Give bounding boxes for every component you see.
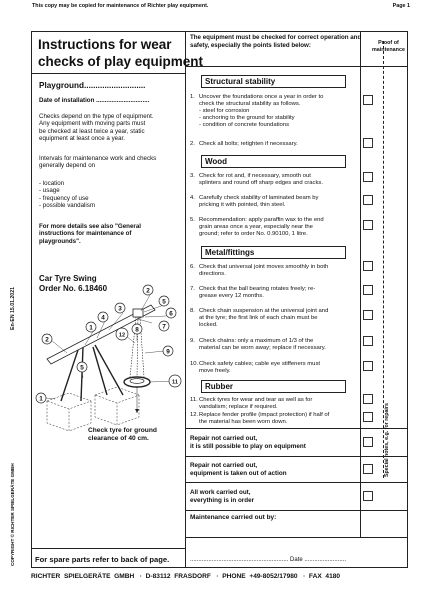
check-item-11: 11. Check tyres for wear and tear as well as for vandalism; replace if required. (190, 397, 313, 411)
installation-date-field: Date of installation ............................... (39, 97, 150, 104)
repair-rule-3 (185, 482, 408, 483)
proof-checkbox-4[interactable] (363, 195, 373, 205)
callout-7: 7 (162, 323, 166, 331)
proof-of-maintenance-label: Proof of maintenance (372, 40, 405, 53)
check-item-5: 5. Recommendation: apply paraffin wax to the end grain areas once a year, especially near the ground; refer to order No. 0.90100, 1 litre. (190, 217, 324, 238)
page-number: Page 1 (392, 3, 410, 9)
interval-text: Intervals for maintenance work and checks generally depend on (39, 155, 157, 170)
callout-1: 1 (39, 395, 43, 403)
maintenance-by-label: Maintenance carried out by: (190, 514, 277, 521)
callout-2: 2 (146, 287, 150, 295)
section-structural-stability: Structural stability (201, 75, 346, 88)
product-title: Car Tyre Swing Order No. 6.18460 (39, 274, 108, 293)
check-item-10: 10. Check safety cables; cable eye stiffeners must move freely. (190, 361, 321, 375)
callout-9: 9 (166, 348, 170, 356)
proof-checkbox-10[interactable] (363, 361, 373, 371)
proof-checkbox-1[interactable] (363, 95, 373, 105)
callout-5-lower: 5 (80, 364, 84, 372)
proof-checkbox-5[interactable] (363, 220, 373, 230)
section-wood: Wood (201, 155, 346, 168)
check-item-7: 7. Check that the ball bearing rotates freely; re- grease every 12 months. (190, 286, 316, 300)
callout-2-left: 2 (45, 336, 49, 344)
repair-rule-1 (185, 428, 408, 429)
signature-date-line[interactable]: ........................................................... Date ......................... (190, 557, 347, 563)
callout-12: 12 (118, 332, 126, 339)
copyright-notice: COPYRIGHT © RICHTER SPIELGERÄTE GMBH (10, 463, 15, 566)
repair-checkbox-all-done[interactable] (363, 491, 373, 501)
proof-divider (360, 31, 361, 537)
proof-checkbox-9[interactable] (363, 336, 373, 346)
copy-notice: This copy may be copied for maintenance of Richter play equipment. (32, 3, 209, 9)
callout-3: 3 (118, 305, 122, 313)
section-rubber: Rubber (201, 380, 346, 393)
spare-parts-note: For spare parts refer to back of page. (35, 555, 170, 564)
check-item-8: 8. Check chain suspension at the universal joint and at the tyre; the first link of each chain must be locked. (190, 308, 329, 329)
check-item-4: 4. Carefully check stability of laminated beam by pricking it with pointed, thin steel. (190, 195, 319, 209)
page-title: Instructions for wear checks of play equipment (38, 37, 204, 69)
proof-checkbox-11[interactable] (363, 394, 373, 404)
callout-1-top: 1 (89, 324, 93, 332)
repair-checkbox-out-of-action[interactable] (363, 464, 373, 474)
playground-field: Playground........................... (39, 81, 146, 90)
check-item-9: 9. Check chains: only a maximum of 1/3 of the material can be worn away; replace if necessary. (190, 338, 326, 352)
section-metal-fittings: Metal/fittings (201, 246, 346, 259)
check-item-1: 1. Uncover the foundations once a year in order to check the structural stability as follows. - steel for corrosion - anchoring to the ground for stability - condition of concrete foundations (190, 94, 324, 129)
tyre-clearance-note: Check tyre for ground clearance of 40 cm. (88, 427, 157, 443)
check-item-3: 3. Check for rot and, if necessary, smooth out splinters and round off sharp edges and cracks. (190, 173, 323, 187)
proof-checkbox-12[interactable] (363, 412, 373, 422)
callout-11: 11 (172, 379, 178, 386)
repair-option-out-of-action: Repair not carried out, equipment is taken out of action (190, 462, 287, 477)
document-code: En-EN 15.01.2021 (10, 287, 16, 330)
proof-checkbox-7[interactable] (363, 285, 373, 295)
swing-diagram (33, 283, 183, 433)
repair-option-all-done: All work carried out, everything is in order (190, 489, 255, 504)
header-rule (185, 66, 408, 67)
interval-factors-list: - location - usage - frequency of use - possible vandalism (39, 180, 96, 210)
callout-6: 6 (169, 310, 173, 318)
callout-4: 4 (101, 314, 105, 322)
repair-rule-4 (185, 510, 408, 511)
repair-option-play-possible: Repair not carried out, it is still possible to play on equipment (190, 435, 306, 450)
company-footer: RICHTER SPIELGERÄTE GMBH · D-83112 FRASDORF · PHONE +49-8052/17980 · FAX 4180 (31, 573, 341, 580)
maintenance-rule (185, 537, 408, 538)
proof-checkbox-3[interactable] (363, 172, 373, 182)
proof-checkbox-8[interactable] (363, 310, 373, 320)
proof-checkbox-2[interactable] (363, 138, 373, 148)
column-divider (185, 31, 186, 568)
callout-8: 8 (135, 326, 139, 334)
check-item-12: 12. Replace fender profile (impact protection) if half of the material has been worn down. (190, 412, 330, 426)
repair-rule-2 (185, 456, 408, 457)
callout-5: 5 (162, 298, 166, 306)
title-rule (31, 73, 185, 74)
check-item-2: 2. Check all bolts; retighten if necessary. (190, 141, 298, 147)
proof-checkbox-6[interactable] (363, 261, 373, 271)
repair-checkbox-play-possible[interactable] (363, 437, 373, 447)
check-instructions-header: The equipment must be checked for correct operation and safety, especially the points listed below: (190, 34, 362, 49)
details-reference: For more details see also "General instructions for maintenance of playgrounds". (39, 223, 141, 245)
check-item-6: 6. Check that universal joint moves smoothly in both directions. (190, 264, 329, 278)
spare-parts-rule (31, 548, 185, 549)
special-notes-label: Special notes, e.g. for repairs (384, 403, 390, 477)
check-frequency-text: Checks depend on the type of equipment. Any equipment with moving parts must be checked at least twice a year, static equipment at least once a year. (39, 113, 154, 143)
